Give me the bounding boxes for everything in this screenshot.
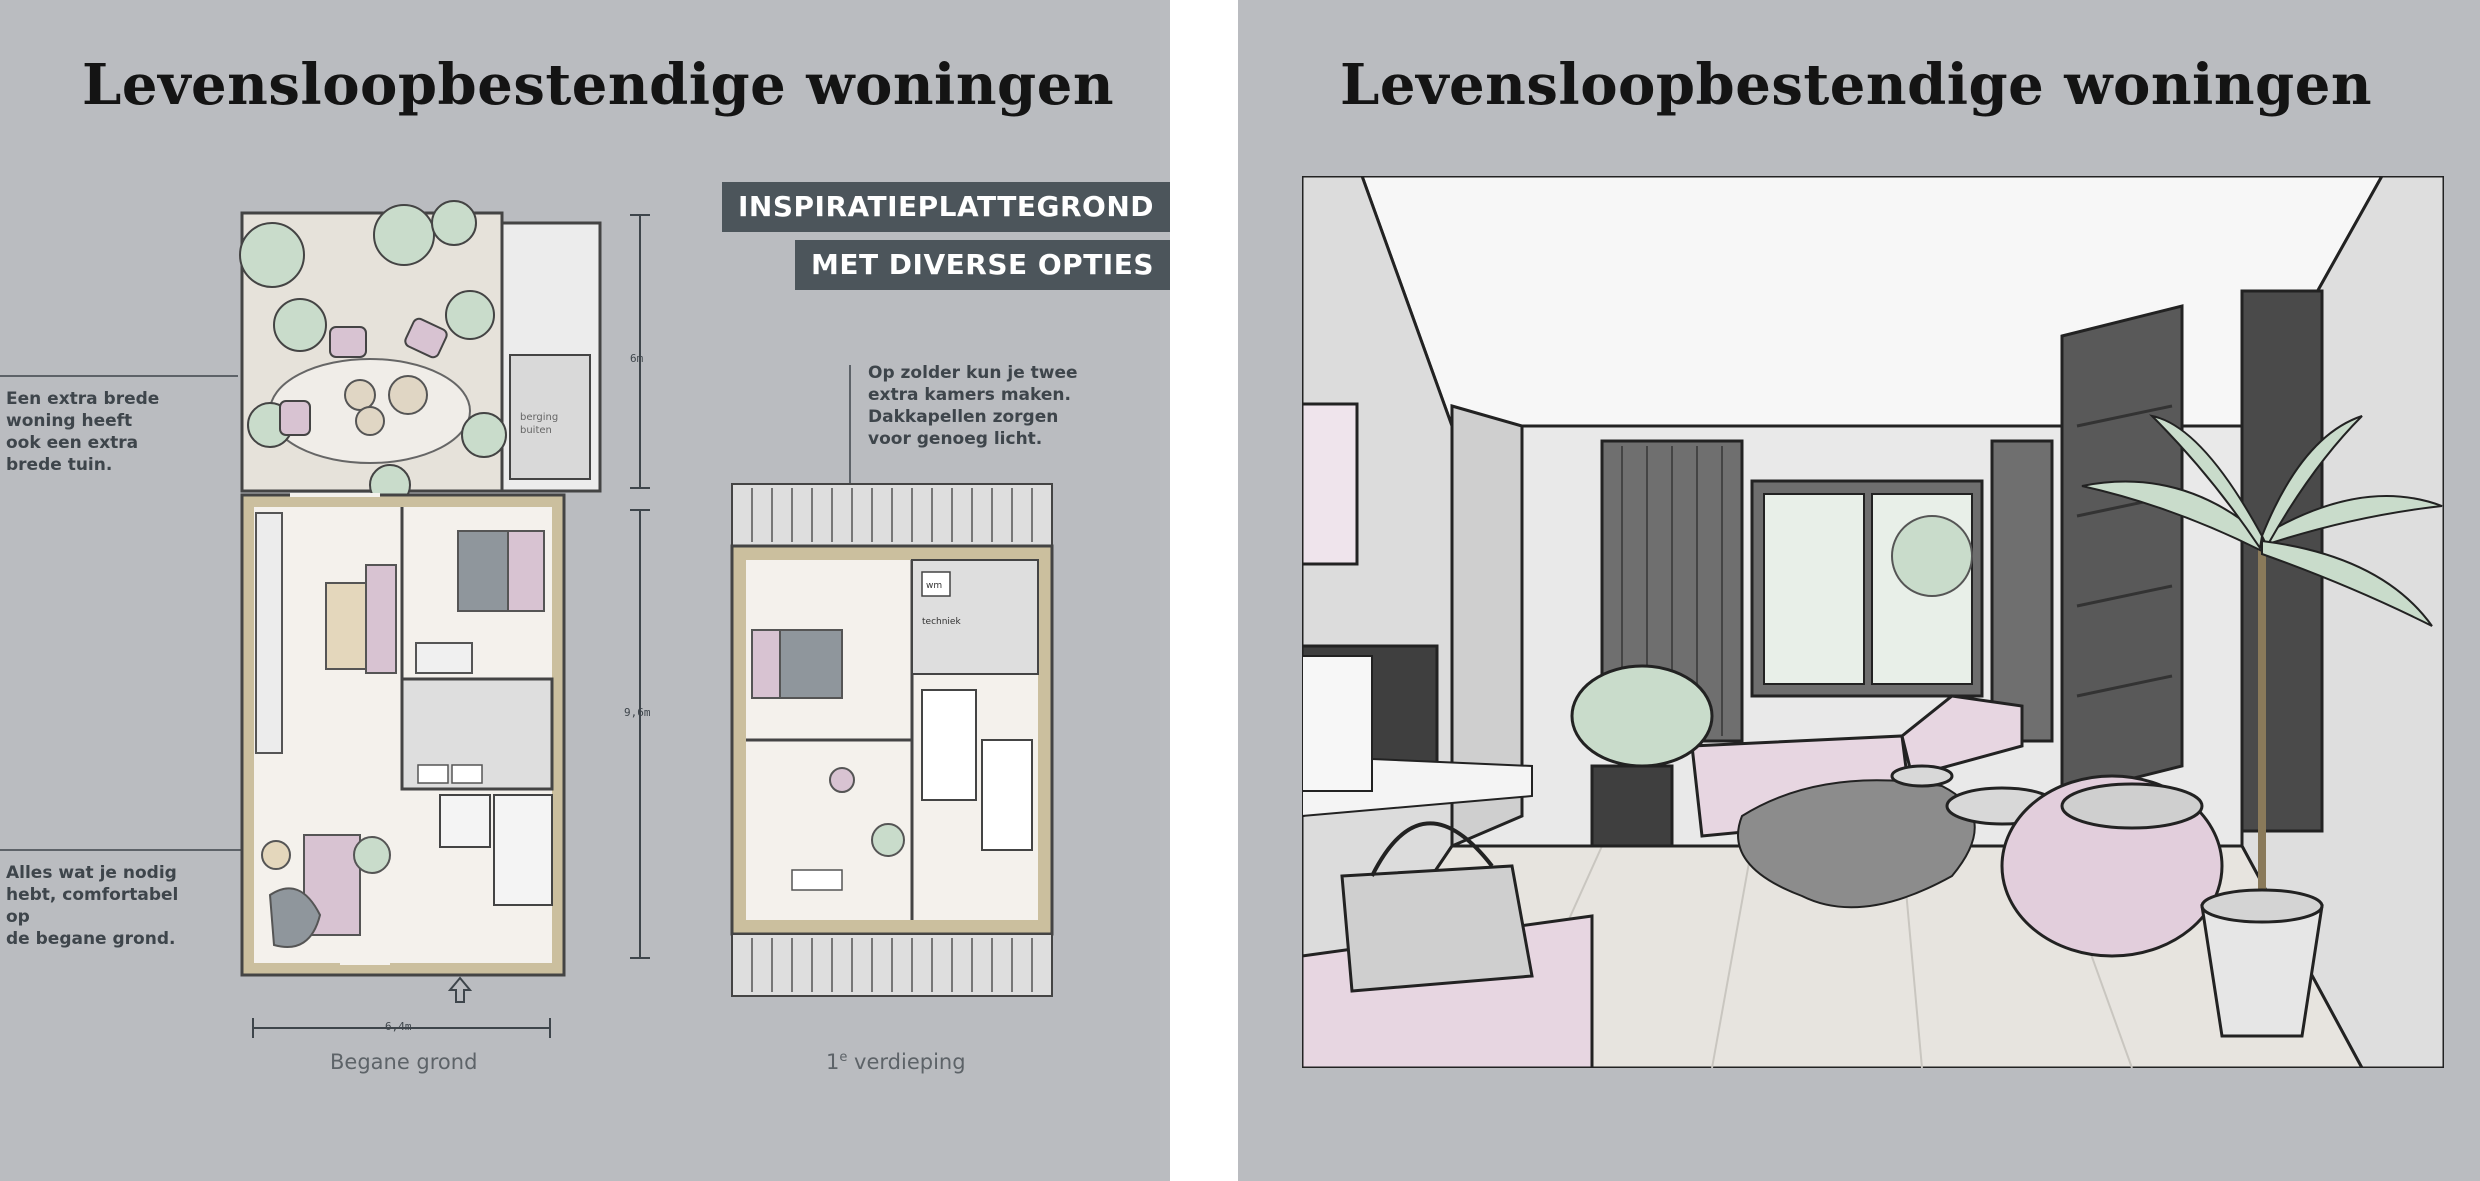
annotation-extra-brede-tuin: Een extra brede woning heeft ook een extra brede tuin. xyxy=(6,389,160,475)
floorplan-panel xyxy=(0,0,1170,1181)
annotation-zolder: Op zolder kun je twee extra kamers maken. Dakkapellen zorgen voor genoeg licht. xyxy=(868,363,1078,449)
label-techniek: techniek xyxy=(922,617,961,627)
label-berging: berging xyxy=(520,412,559,423)
annotation-begane-grond: Alles wat je nodig hebt, comfortabel op de begane grond. xyxy=(6,863,179,949)
banner-diverse-opties: MET DIVERSE OPTIES xyxy=(795,240,1170,290)
interior-panel xyxy=(1238,0,2480,1181)
first-floor-plan xyxy=(722,480,1062,1000)
dim-label-house: 9,6m xyxy=(624,706,651,719)
living-room-illustration xyxy=(1302,176,2444,1068)
caption-begane-grond: Begane grond xyxy=(330,1050,478,1074)
page-title: Levensloopbestendige woningen xyxy=(82,52,1115,118)
dim-label-width: 6,4m xyxy=(385,1020,412,1033)
dim-label-garden: 6m xyxy=(630,352,644,365)
label-wm: wm xyxy=(926,581,943,591)
banner-inspiratieplattegrond: INSPIRATIEPLATTEGROND xyxy=(722,182,1170,232)
svg-text:buiten: buiten xyxy=(520,425,552,436)
caption-eerste-verdieping: 1e verdieping xyxy=(826,1050,966,1074)
ground-floor-plan xyxy=(230,195,610,985)
page-title: Levensloopbestendige woningen xyxy=(1340,52,2373,118)
